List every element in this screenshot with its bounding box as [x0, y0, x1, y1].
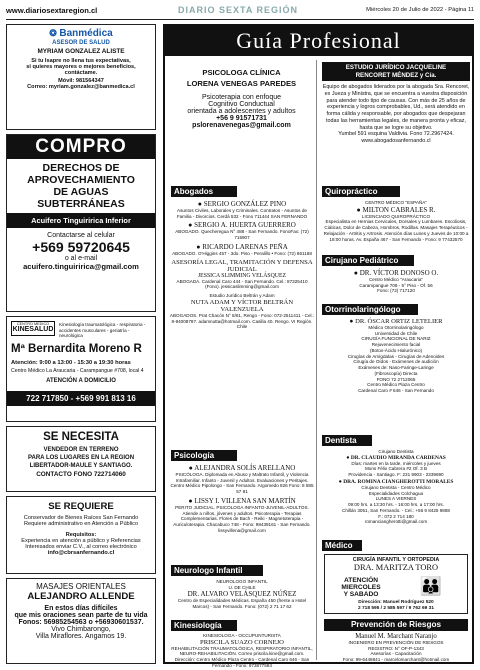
line: Conservador de Bienes Raíces San Fernando	[23, 515, 139, 521]
title: SE REQUIERE	[48, 501, 114, 512]
otorrino-ad: ● DR. ÓSCAR ORTIZ LETELIER Médico Otorrinolaringólogo Universidad de Chile CIRUGÍA FUNCIONAL DE NARIZ Rejuvenecimiento facial (Botox-Ácido Hialurónico) Cirugías de Amígdalas - Cirugías de Adenoides Cirugía de Oídos - Exámenes de audición Exámenes de: Naso-Faringe-Laringe (Fibroscopía) Directa FONO 72 2712065 Centro Médico Plaza Centro Cardenal Caro # 646 - San Fernando	[347, 318, 445, 394]
line: Psicoterapia con enfoque	[202, 94, 281, 101]
psicologia-list: ● ALEJANDRA SOLÍS ARELLANO PSICÓLOGA. Diplomada en Abuso y Maltrato Infantil, y Violencia Intrafamiliar. Infanto - Juvenil y Adultos. Evaluaciones y Peritajes. Centro Médico Pipolongo - San Fernando. Argomedo 826 Fono: 8 585 57 81 ● LISSY I. VILLENA SAN MARTÍN PERITO JUDICIAL. PSICOLOGA INFANTO-JUVENIL-ADULTOS. Atiende a niños, jóvenes y adultos. Psicoterapia - Terapias Complementarias. Flores de Bach - Reiki - Magnetoterapia - Auriculoterapia. Chacabuco 748 - Fono: 98439161 - San Fernando. lissyvillena@gmail.com	[170, 464, 314, 533]
guia-profesional	[163, 24, 474, 668]
line: Villa Miraflores. Angamos 19.	[35, 633, 127, 640]
home-service: ATENCIÓN A DOMICILIO	[46, 378, 116, 384]
section-neurologo: Neurologo Infantil	[171, 565, 263, 576]
guia-column-right	[320, 60, 472, 663]
email[interactable]: info@cbrsanfernando.cl	[47, 550, 115, 556]
name: Mª Bernardita Moreno R	[11, 343, 142, 355]
line: Cognitivo Conductual	[208, 101, 275, 108]
header-divider	[6, 19, 474, 20]
guia-column-left	[167, 60, 317, 668]
line: si quieres mayores o mejores beneficios,	[26, 64, 136, 70]
kinesiologia-ad: KINESIOLOGA - OCCUPUNTURISTA PRISCILA SUAZO CORNEJO REHABILITACIÓN TRAUMATOLÓGICA, RESPIRATORIO INFANTIL, NEURO-REHABILITACIÓN. Correo priscila.kine@gmail.com. Dirección: Centro Médico Plaza Centro - Cardenal Caro 646 - San Fernando - Fono: 973877584	[171, 633, 313, 668]
section-cirujano: Cirujano Pediátrico	[322, 255, 414, 266]
compro-ad	[6, 134, 156, 312]
dentista-ad: Cirujano Dentista ● DR. CLAUDIO MIRANDA CARDENAS Días: martes en la tarde, miércoles y jueves Mons Félix Cabrera #2 Of. 3 B Providencia - Santiago. F: 231 9903 - 2339690 ● DRA. ROMINA CIANGHEROTTI MORALES Cirujano Dentista - Centro Médico Especialidades Colchagua LUNES A VIERNES 09:00 hrs. a 13:30 hrs. - 16:00 hrs. a 17:00 hrs. Chillán 3051, San Fernando. - Cel.: +56 9 8425 9888 F.: 072 2 714 180 romanciangherotti@gmail.com	[338, 449, 454, 525]
phones: Fonos: 56985254563 o +56930601537.	[18, 619, 144, 626]
kinesalud-ad	[6, 316, 156, 422]
name: ALEJANDRO ALLENDE	[27, 591, 135, 602]
line: SUBTERRÁNEAS	[37, 198, 125, 210]
role: ASESOR DE SALUD	[52, 40, 110, 46]
email[interactable]: pslorenavenegas@gmail.com	[192, 122, 291, 129]
medico-ad: CIRUGÍA INFANTIL Y ORTOPEDIA DRA. MARITZA TORO ATENCIÓN MIERCOLES Y SABADO 👪 Dirección: Manuel Rodríguez 520 2 718 595 / 2 585 597 / 9 762 69 31	[324, 554, 468, 614]
estudio-juridico-ad: ESTUDIO JURÍDICO JACQUELINE RENCORET MÉNDEZ y Cía. Equipo de abogados liderados por la abogada Sra. Rencoret, ex Jueza y Ministra, que se encuentra a vuestra disposición para atender todo tipo de causas. Con más de 25 años de experiencia y logros comprobables, Ud., será atendido en forma cálida y responsable, por abogados que despejaran todas las herramientas legales, de manera pronta y eficaz, hasta que se logre su objetivo. Yumbel 591 esquina Valdivia. Fono 72.2967424. www.abogadosanfernando.cl	[322, 64, 470, 144]
guia-title: Guía Profesional	[165, 26, 472, 56]
line: contáctame.	[64, 70, 98, 76]
section-dentista: Dentista	[322, 435, 372, 446]
section-riesgos: Prevención de Riesgos	[324, 619, 468, 631]
line: Requiere administrativo en Atención a Público	[23, 521, 139, 527]
hours: Atención: 9:00 a 13:00 - 15:30 a 19:30 horas	[11, 360, 131, 366]
name: MYRIAM GONZALEZ ALISTE	[37, 48, 125, 55]
riesgos-ad: Manuel M. Marchant Naranjo INGENIERO EN PREVENCIÓN DE RIESGOS REGISTRO: N° OF-P-1343 Asesorías - Capacitación Fono: 99-6448841 - marcelomarchant@hotmail.com	[342, 633, 450, 663]
compro-title: COMPRO	[7, 135, 155, 159]
quiropractico-ad: CENTRO MÉDICO "ESPAÑA" ● MILTON CABRALES R. LICENCIADO QUIROPRÁCTICO Especialista en Hernias Cervicales, Dorsales y Lumbares. Escoliosis, Ciáticas, Dolor de Cabeza, Hombros, Rodillas. Masajes Terapéuticos - Relajación - Artritis y Artrosis. Atención días Lunes y Jueves de 10:00 a 18:00 horas. Av. España 467 - San Fernando - Fono: 9 77432570	[323, 200, 469, 242]
abogados-list: ● SERGIO GONZÁLEZ PINO Asuntos Civiles, Laborales y Criminales. Contratos - Asuntos de Familia - Divorcios. Cerdá 532 - Fono 711444 SAN FERNANDO ● SERGIO A. HUERTA GUERRERO ABOGADO. Quecheregua N° 488 - San Fernando. FonoFax: (72) 715907 ● RICARDO LARENAS PEÑA ABOGADO. O'Higgins 457 - 3do. Piso - Peralillo • Fono: (72) 861168 ASESORÍA LEGAL, TRAMITACIÓN Y DEFENSA JUDICIAL JESSICA SLIMMING VELÁSQUEZ ABOGADA. Cardenal Caro 444 - San Fernando. Cel.: 87325410 (Fono). jessicaslimming@gmail.com Estudio Jurídico Beltrán y Adam NUTA ADAM Y VÍCTOR BELTRÁN VALENZUELA ABOGADOS. Prat Chacón N° 8/61, Rengo - Fono: 072-2511411 - Cel.: 9-94008787. adamnutta@hotmail.com. Casilla 40. Rengo. VI Región. Chile	[169, 200, 315, 330]
section-psicologia: Psicología	[171, 450, 237, 461]
title: PSICOLOGA CLÍNICA	[202, 68, 281, 77]
banmedica-ad	[6, 24, 156, 130]
line: Experiencia en atención a público y Referencias	[21, 538, 141, 544]
title: SE NECESITA	[43, 431, 119, 443]
address: Centro Médico La Araucaria - Carampangue #708, local 4	[11, 368, 144, 374]
page-date: Miércoles 20 de Julio de 2022 - Página 11	[366, 7, 474, 13]
cirujano-ad: ● DR. VÍCTOR DONOSO O. Centro Médico "Araucaria" Carampangue 708 - 5° Piso - Of. 56 Fono: (72) 717120	[353, 269, 439, 294]
left-column	[6, 24, 156, 664]
phone: +569 59720645	[32, 239, 130, 255]
banmedica-logo: ❂ Banmédica	[49, 28, 113, 39]
section-otorrino: Otorrinolaringólogo	[322, 304, 418, 315]
line: APROVECHAMIENTO	[27, 174, 135, 186]
psicologa-ad	[167, 68, 316, 129]
email[interactable]: acuifero.tinguiririca@gmail.com	[23, 262, 139, 271]
phones: 722 717850 - +569 991 813 16	[7, 391, 155, 406]
line: PARA LOS LUGARES EN LA REGION	[27, 455, 135, 461]
website[interactable]: www.abogadosanfernando.cl	[361, 138, 431, 144]
title: MASAJES ORIENTALES	[36, 582, 126, 591]
section-medico: Médico	[322, 540, 362, 551]
masajes-ad	[6, 578, 156, 664]
section-abogados: Abogados	[171, 186, 237, 197]
line: Si tu Isapre no llena tus expectativas,	[31, 58, 131, 64]
email[interactable]: Correo: myriam.gonzalez@banmedica.cl	[27, 84, 135, 90]
necesita-ad	[6, 426, 156, 492]
contact: Contactarse al celular	[47, 232, 115, 239]
line: Vivo Chimbarongo,	[51, 626, 111, 633]
attention-days: ATENCIÓN MIERCOLES Y SABADO	[341, 577, 381, 599]
line: DE AGUAS	[53, 186, 109, 198]
line: orientada a adolescentes y adultos	[187, 108, 296, 115]
children-icon: 👪	[419, 576, 443, 596]
line: En estos días difíciles	[44, 605, 118, 612]
line: VENDEDOR EN TERRENO	[43, 447, 119, 453]
requisitos: Requisitos:	[65, 532, 97, 538]
contact: CONTACTO FONO 722714060	[36, 471, 126, 478]
page-header	[6, 6, 474, 18]
section-quiropractico: Quiropráctico	[322, 186, 400, 197]
line: DERECHOS DE	[42, 162, 120, 174]
band: Acuifero Tinguiririca Inferior	[7, 213, 155, 228]
services: Kinesiología traumatológica - respiratoria - accidentes musculares - geriatría - neurológica	[59, 322, 146, 339]
or: o al e-mail	[64, 255, 98, 262]
paper-name: DIARIO SEXTA REGIÓN	[178, 5, 299, 15]
neurologo-ad: NEUROLOGO INFANTIL U. DE CHILE DR. ALVARO VELÁSQUEZ NÚÑEZ Centro de Especialidades Médicas. España 450 (frente a Hotel Marcos) - San Fernando. Fono: (072) 2 71 17 62	[177, 579, 307, 610]
site-url[interactable]: www.diariosextaregion.cl	[6, 6, 98, 15]
phone: Móvil: 981564347	[58, 78, 104, 84]
line: LIBERTADOR-MAULE Y SANTIAGO.	[29, 463, 133, 469]
line: Interesados enviar C.V., al correo electrónico	[25, 544, 137, 550]
line: que mis oraciones sean parte de tu vida	[14, 612, 148, 619]
kinesalud-logo: CENTRO MEDICO KINESALUD	[11, 321, 55, 336]
phone: +56 9 91571731	[216, 115, 267, 122]
requiere-ad	[6, 496, 156, 574]
name: LORENA VENEGAS PAREDES	[186, 79, 297, 88]
banmedica-icon: ❂	[49, 28, 60, 38]
section-kinesiologia: Kinesiología	[171, 620, 237, 631]
